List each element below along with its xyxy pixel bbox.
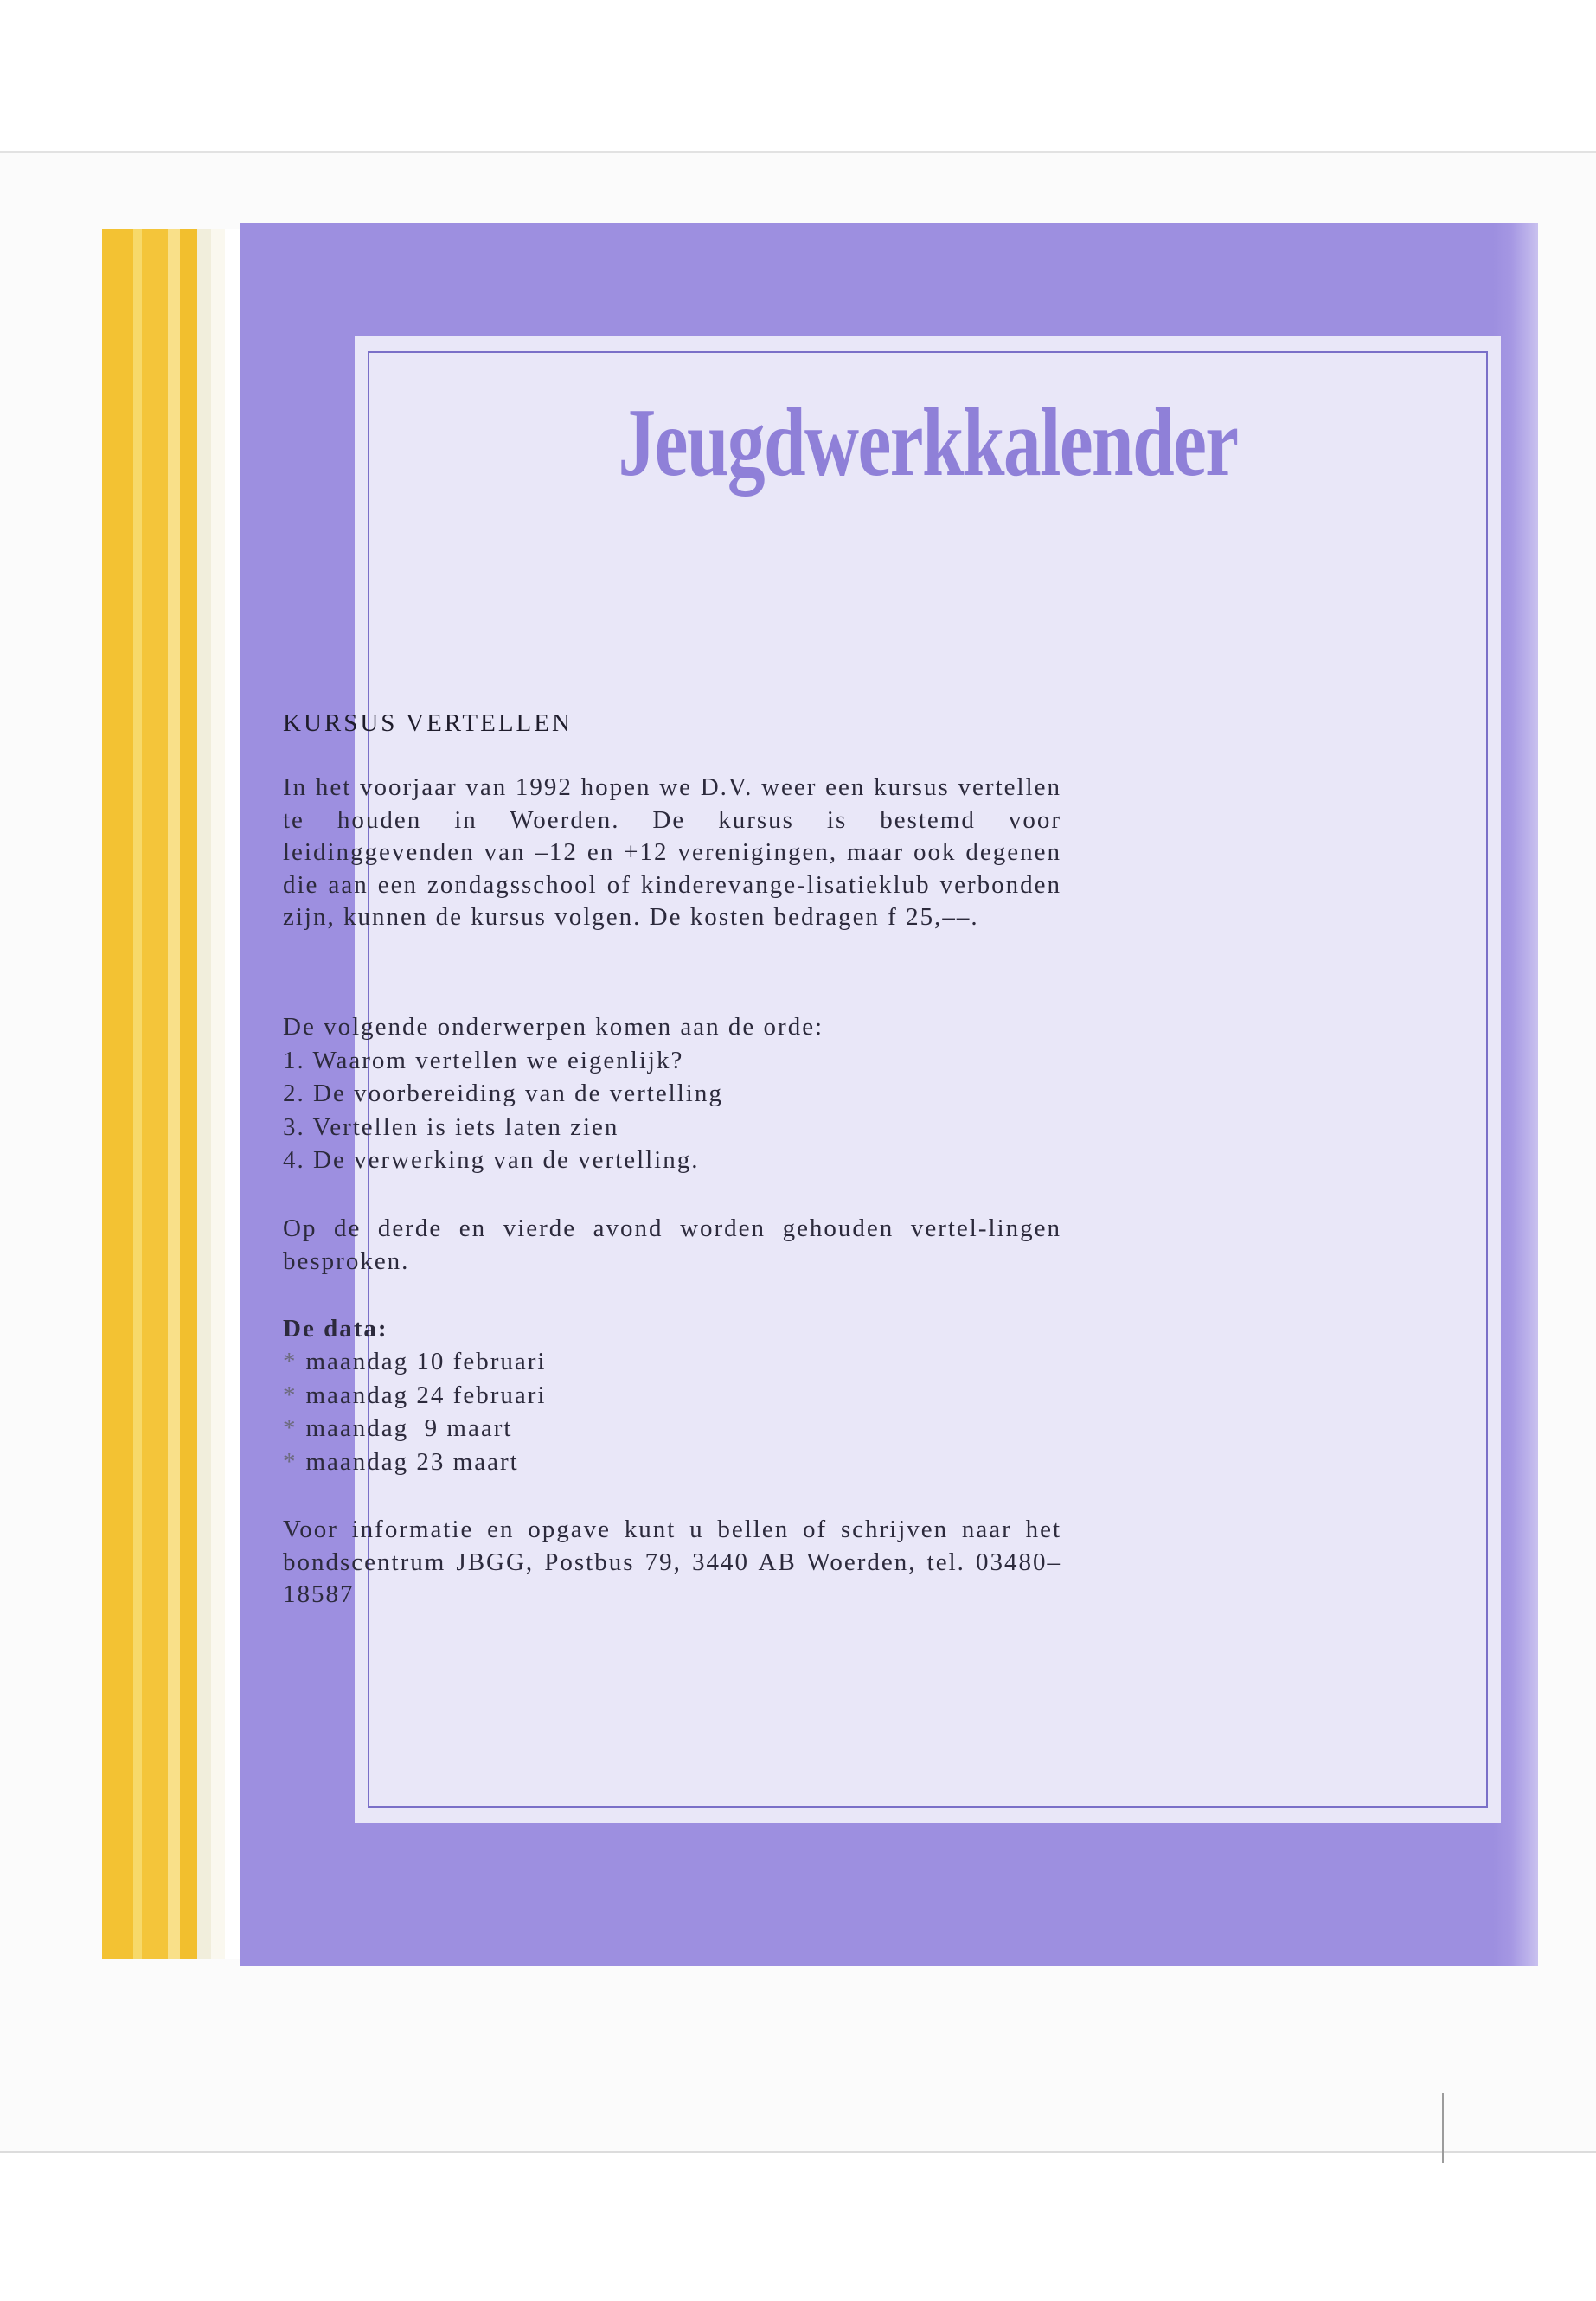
white-page-edge — [197, 229, 211, 1959]
date-text: maandag 9 maart — [305, 1414, 513, 1442]
masthead-logo: Jeugdwerkkalender — [618, 389, 1238, 497]
dates-label: De data: — [283, 1315, 388, 1343]
date-text: maandag 10 februari — [305, 1348, 547, 1375]
asterisk-bullet: * — [283, 1348, 298, 1375]
white-page-edge — [211, 229, 225, 1959]
topics-section — [283, 1011, 1061, 1177]
intro-paragraph: In het voorjaar van 1992 hopen we D.V. weer een kursus vertellen te houden in Woerden. De kursus is bestemd voor leidinggevenden van –12 en +12 verenigingen, maar ook degenen die aan een zondagsschool of kinderevange-lisatieklub verbonden zijn, kunnen de kursus volgen. De kosten bedragen f 25,––. — [283, 773, 1061, 931]
evenings-paragraph: Op de derde en vierde avond worden gehouden vertel-lingen besproken. — [283, 1215, 1061, 1275]
date-item — [283, 1412, 1061, 1445]
yellow-page-edge — [180, 229, 197, 1959]
yellow-page-edge — [142, 229, 168, 1959]
asterisk-bullet: * — [283, 1414, 298, 1442]
topics-intro: De volgende onderwerpen komen aan de orde: — [283, 1013, 824, 1041]
yellow-page-edge — [168, 229, 180, 1959]
yellow-page-edge — [102, 229, 133, 1959]
contact-paragraph: Voor informatie en opgave kunt u bellen of schrijven naar het bondscentrum JBGG, Postbus 79, 3440 AB Woerden, tel. 03480–18587 — [283, 1516, 1061, 1608]
dates-section — [283, 1312, 1061, 1478]
topic-item: 2. De voorbereiding van de vertelling — [283, 1080, 723, 1107]
scan-artifact-line — [1442, 2093, 1444, 2163]
white-page-edge — [225, 229, 241, 1959]
date-item — [283, 1379, 1061, 1413]
topics-list — [283, 1044, 1061, 1177]
date-text: maandag 24 februari — [305, 1381, 547, 1409]
topic-item: 3. Vertellen is iets laten zien — [283, 1112, 619, 1141]
asterisk-bullet: * — [283, 1381, 298, 1409]
yellow-page-edge — [133, 229, 142, 1959]
article-heading: KURSUS VERTELLEN — [283, 709, 573, 737]
dates-list — [283, 1345, 1061, 1478]
asterisk-bullet: * — [283, 1447, 298, 1476]
topic-item: 1. Waarom vertellen we eigenlijk? — [283, 1046, 684, 1074]
date-text: maandag 23 maart — [305, 1447, 519, 1476]
topic-item: 4. De verwerking van de vertelling. — [283, 1146, 700, 1174]
date-item — [283, 1345, 1061, 1379]
date-item — [283, 1445, 1061, 1479]
